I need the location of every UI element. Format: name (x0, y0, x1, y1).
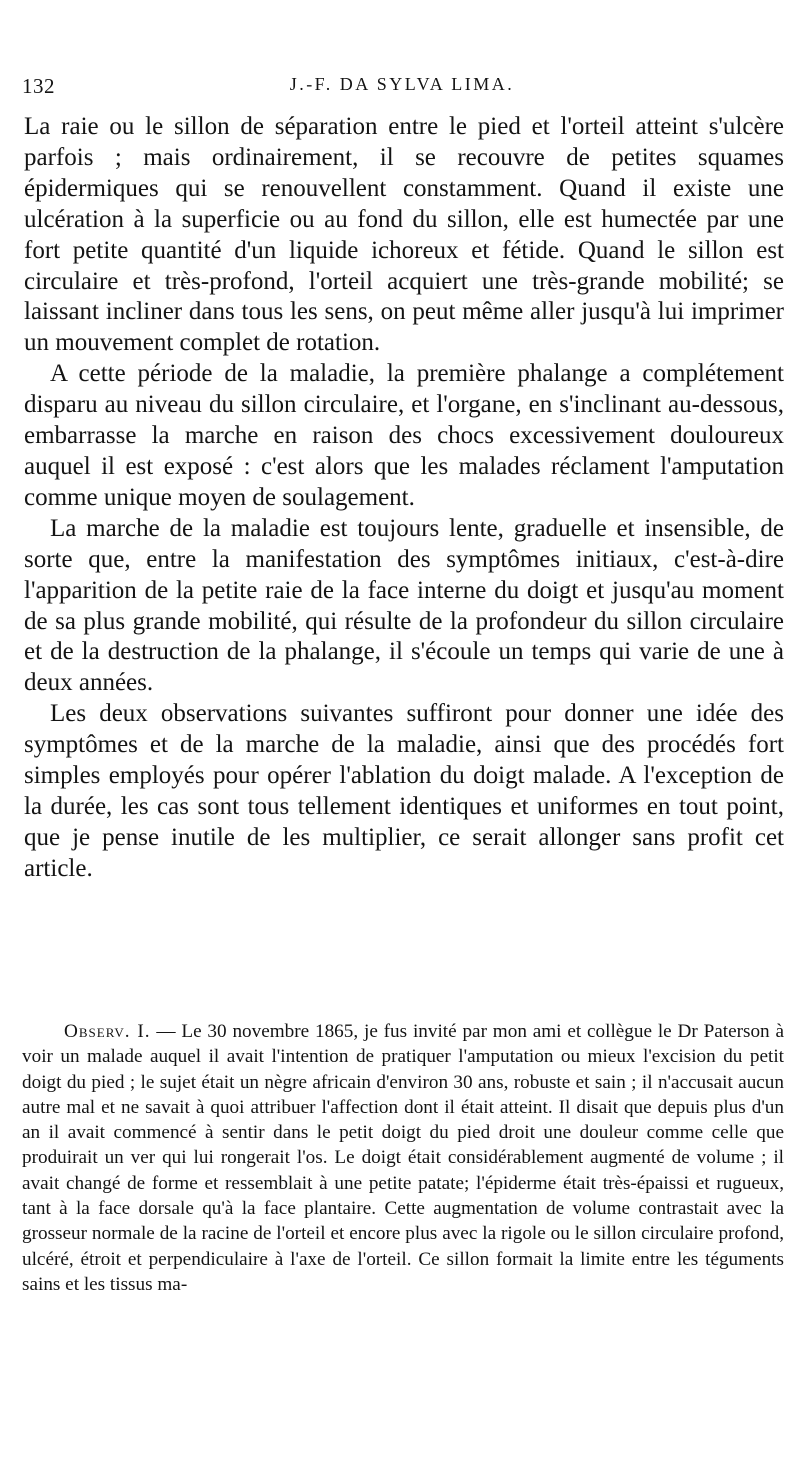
main-text (24, 112, 784, 885)
page-number: 132 (22, 74, 55, 98)
paragraph: La raie ou le sillon de séparation entre le pied et l'orteil atteint s'ulcère parfois ; mais ordinairement, il se recouvre de petites squames épidermiques qui se renouvellent constamment. Quand il existe une ulcération à la superficie ou au fond du sillon, elle est humectée par une fort petite quantité d'un liquide ichoreux et fétide. Quand le sillon est circulaire et très-profond, l'orteil acquiert une très-grande mobilité; se laissant incliner dans tous les sens, on peut même aller jusqu'à lui imprimer un mouvement complet de rotation. (24, 113, 784, 357)
page-header (22, 74, 782, 104)
observation-paragraph (22, 1019, 784, 1297)
paragraph: La marche de la maladie est toujours lente, graduelle et insensible, de sorte que, entre la manifestation des symptômes initiaux, c'est-à-dire l'apparition de la petite raie de la face interne du doigt et jusqu'au moment de sa plus grande mobilité, qui résulte de la profondeur du sillon circulaire et de la destruction de la phalange, il s'écoule un temps qui varie de une à deux années. (24, 514, 784, 697)
observation-note (22, 1019, 784, 1297)
paragraph: Les deux observations suivantes suffiront pour donner une idée des symptômes et de la marche de la maladie, ainsi que des procédés fort simples employés pour opérer l'ablation du doigt malade. A l'exception de la durée, les cas sont tous tellement identiques et uniformes en tout point, que je pense inutile de les multiplier, ce serait allonger sans profit cet article. (24, 700, 784, 882)
running-title: J.-F. DA SYLVA LIMA. (289, 74, 515, 94)
observation-text: — Le 30 novembre 1865, je fus invité par mon ami et collègue le Dr Paterson à voir un malade auquel il avait l'intention de pratiquer l'amputation ou mieux l'excision du petit doigt du pied ; le sujet était un nègre africain d'environ 30 ans, robuste et sain ; il n'accusait aucun autre mal et ne savait à quoi attribuer l'affection dont il était atteint. Il disait que depuis plus d'un an il avait commencé à sentir dans le petit doigt du pied droit une douleur comme celle que produirait un ver qui lui rongerait l'os. Le doigt était considérablement augmenté de volume ; il avait changé de forme et ressemblait à une petite patate; l'épiderme était très-épaissi et rugueux, tant à la face dorsale qu'à la face plantaire. Cette augmentation de volume contrastait avec la grosseur normale de la racine de l'orteil et encore plus avec la rigole ou le sillon circulaire profond, ulcéré, étroit et perpendiculaire à l'axe de l'orteil. Ce sillon formait la limite entre les téguments sains et les tissus ma- (22, 1021, 784, 1295)
observation-label: Observ. I. (64, 1021, 151, 1042)
paragraph: A cette période de la maladie, la première phalange a complétement disparu au niveau du sillon circulaire, et l'organe, en s'inclinant au-dessous, embarrasse la marche en raison des chocs excessivement douloureux auquel il est exposé : c'est alors que les malades réclament l'amputation comme unique moyen de soulagement. (24, 360, 784, 511)
